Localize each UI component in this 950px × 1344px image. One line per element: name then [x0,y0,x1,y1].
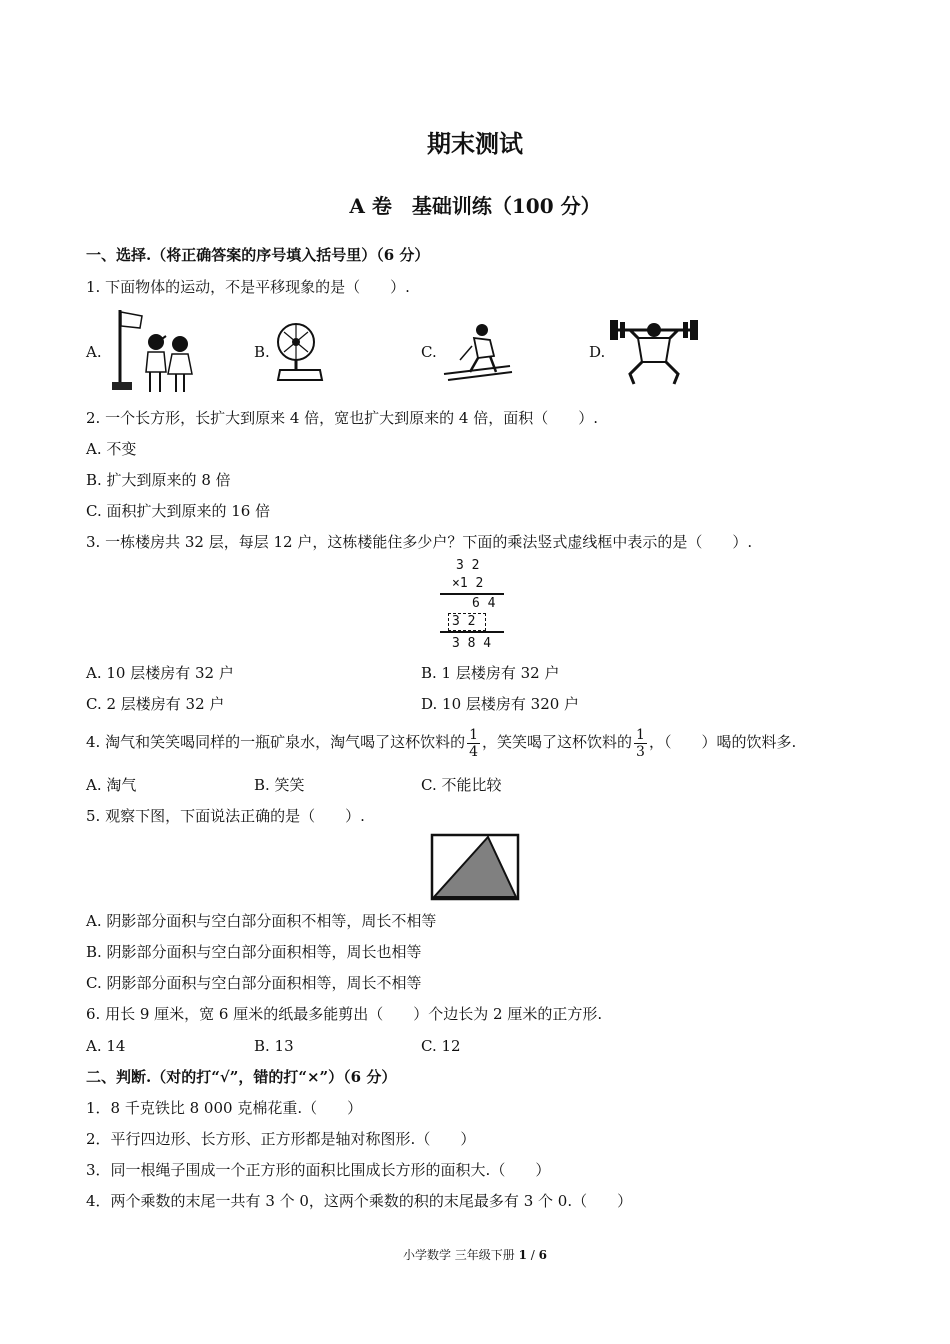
flag-raising-picture [104,306,204,396]
calc-rule-2 [440,631,504,633]
q4-option-c: C. 不能比较 [421,776,502,794]
q6-option-c: C. 12 [421,1037,461,1055]
weightlifter-picture [608,318,700,386]
q1-stem: 1. 下面物体的运动，不是平移现象的是（ ）. [86,278,410,296]
q3-option-b: B. 1 层楼房有 32 户 [421,664,560,682]
fraction-1-numerator: 1 [469,726,479,743]
section1-heading: 一、选择.（将正确答案的序号填入括号里）（6 分） [86,246,430,264]
q1-option-d: D. [589,343,606,361]
calc-line-2: ×1 2 [452,576,484,591]
q4-option-b: B. 笑笑 [254,776,305,794]
fraction-2-numerator: 1 [636,726,645,743]
q6-option-b: B. 13 [254,1037,294,1055]
q3-option-d: D. 10 层楼房有 320 户 [421,695,580,713]
fraction-one-third [634,727,647,760]
q3-option-c: C. 2 层楼房有 32 户 [86,695,225,713]
page-subtitle: A 卷 基础训练（100 分） [349,194,601,218]
q3-option-a: A. 10 层楼房有 32 户 [86,664,234,682]
q2-option-b: B. 扩大到原来的 8 倍 [86,471,231,489]
judge-item-2: 2．平行四边形、长方形、正方形都是轴对称图形.（ ） [86,1130,476,1148]
q4-option-a: A. 淘气 [86,776,137,794]
q2-stem: 2. 一个长方形，长扩大到原来 4 倍，宽也扩大到原来的 4 倍，面积（ ）. [86,409,599,427]
q1-option-c: C. [421,343,437,361]
footer-label: 小学数学 三年级下册 [402,1248,519,1262]
q4-stem-part-c: ，（ ）喝的饮料多. [648,733,797,751]
q6-stem: 6. 用长 9 厘米，宽 6 厘米的纸最多能剪出（ ）个边长为 2 厘米的正方形. [86,1005,603,1023]
calc-rule-1 [440,593,504,595]
calc-line-3: 6 4 [472,596,496,611]
q4-stem-part-a: 4. 淘气和笑笑喝同样的一瓶矿泉水，淘气喝了这杯饮料的 [86,733,466,751]
q1-option-a: A. [86,343,102,361]
footer-page-number: 1 [518,1248,527,1262]
q6-option-a: A. 14 [86,1037,126,1055]
q5-option-a: A. 阴影部分面积与空白部分面积不相等，周长不相等 [86,912,437,930]
calc-line-1: 3 2 [456,558,480,573]
fraction-2-denominator: 3 [636,743,645,760]
calc-line-5: 3 8 4 [452,636,492,651]
q2-option-c: C. 面积扩大到原来的 16 倍 [86,502,271,520]
skier-picture [442,322,514,382]
judge-item-1: 1．8 千克铁比 8 000 克棉花重.（ ） [86,1099,363,1117]
q5-option-c: C. 阴影部分面积与空白部分面积相等，周长不相等 [86,974,422,992]
page-footer [0,1246,950,1263]
footer-separator: / [526,1248,539,1262]
calc-line-4: 3 2 [452,614,476,629]
section2-heading: 二、判断.（对的打“√”，错的打“×”）（6 分） [86,1068,397,1086]
judge-item-4: 4．两个乘数的末尾一共有 3 个 0，这两个乘数的积的末尾最多有 3 个 0.（ ） [86,1192,633,1210]
judge-item-3: 3．同一根绳子围成一个正方形的面积比围成长方形的面积大.（ ） [86,1161,551,1179]
triangle-in-rectangle-figure [430,833,520,901]
q2-option-a: A. 不变 [86,440,137,458]
page-title: 期末测试 [427,129,523,158]
q5-stem: 5. 观察下图，下面说法正确的是（ ）. [86,807,365,825]
q5-option-b: B. 阴影部分面积与空白部分面积相等，周长也相等 [86,943,422,961]
q4-stem [86,724,796,760]
electric-fan-picture [268,318,328,384]
q3-stem: 3. 一栋楼房共 32 层，每层 12 户，这栋楼能住多少户？下面的乘法竖式虚线框中表示的是（ ）. [86,533,753,551]
footer-page-total: 6 [538,1248,548,1262]
q4-stem-part-b: ，笑笑喝了这杯饮料的 [482,733,633,751]
q1-option-b: B. [254,343,270,361]
fraction-one-quarter [467,727,480,760]
fraction-1-denominator: 4 [469,743,479,760]
